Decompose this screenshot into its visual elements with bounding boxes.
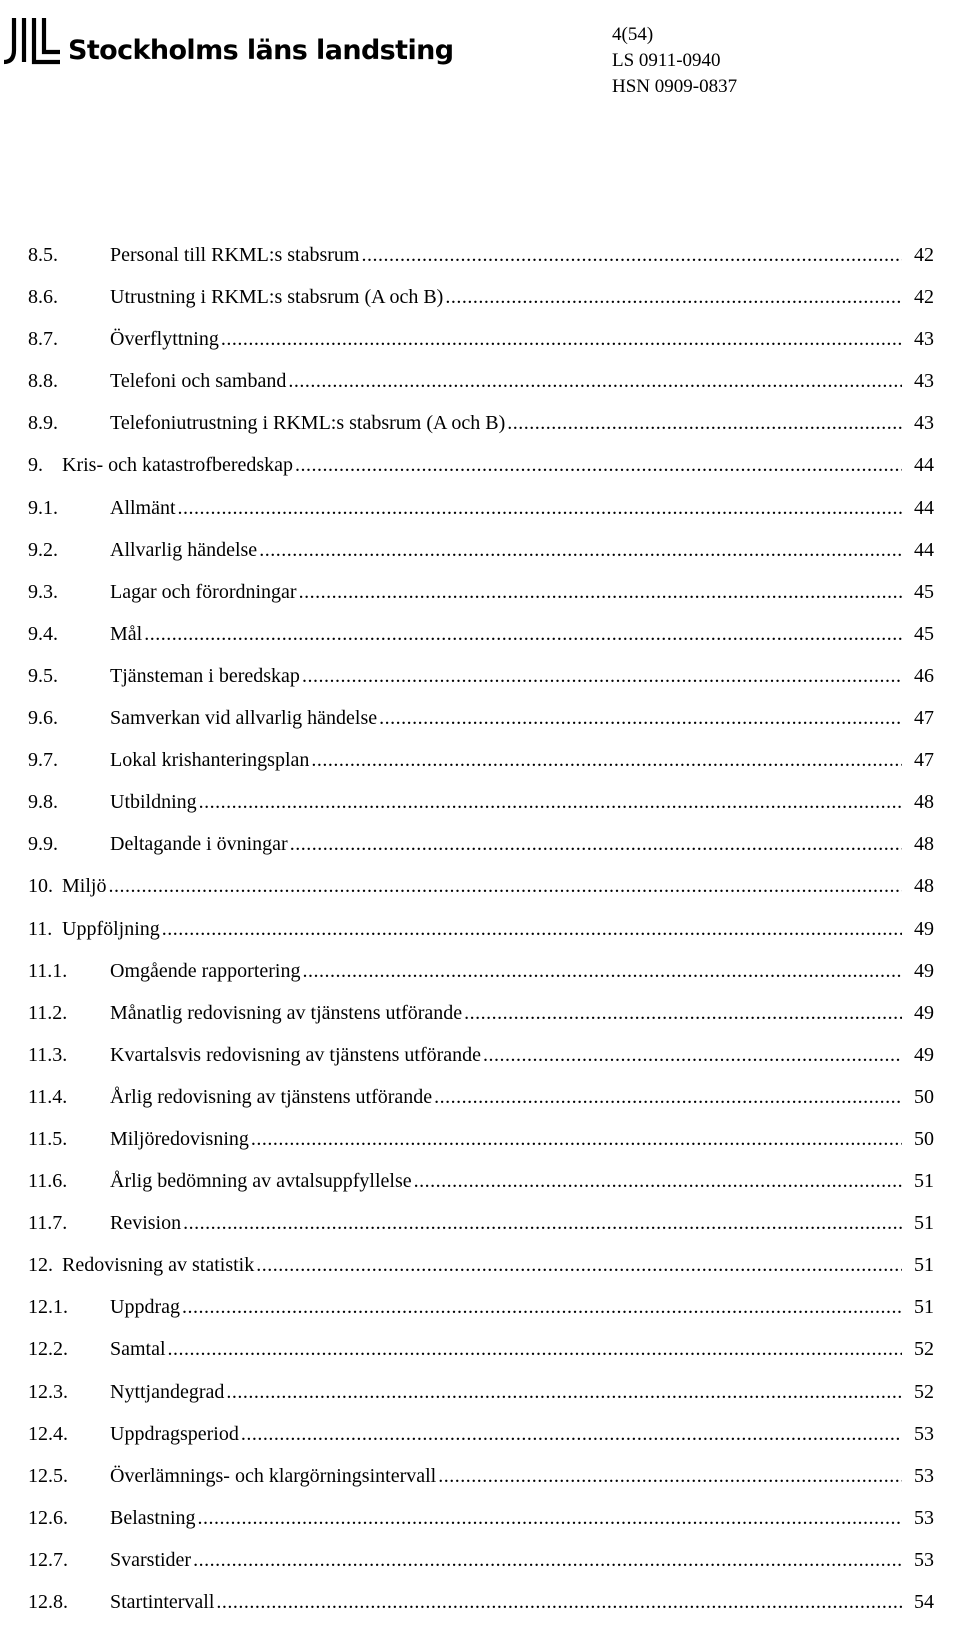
toc-dot-leader (221, 327, 902, 351)
toc-entry-title: Uppföljning (62, 917, 160, 940)
toc-entry[interactable] (28, 959, 934, 1001)
toc-entry[interactable] (28, 285, 934, 327)
toc-entry[interactable] (28, 453, 934, 495)
toc-entry[interactable] (28, 243, 934, 285)
toc-entry[interactable] (28, 1085, 934, 1127)
toc-entry[interactable] (28, 1211, 934, 1253)
toc-entry-page: 42 (914, 244, 934, 266)
toc-entry-number: 11.5. (28, 1127, 68, 1150)
toc-entry-page: 49 (914, 1043, 934, 1066)
toc-dot-leader (178, 496, 902, 520)
toc-dot-leader (464, 1001, 902, 1025)
toc-entry[interactable] (28, 1127, 934, 1169)
toc-dot-leader (199, 790, 902, 814)
toc-dot-leader (226, 1380, 902, 1404)
toc-entry-title: Mål (110, 622, 143, 645)
reference-number-hsn: HSN 0909-0837 (612, 76, 738, 97)
toc-entry-number: 8.8. (28, 370, 58, 393)
toc-entry[interactable] (28, 580, 934, 622)
toc-entry-number: 8.9. (28, 412, 58, 435)
toc-entry[interactable] (28, 1422, 934, 1464)
organization-logo (2, 14, 453, 66)
toc-dot-leader (302, 664, 902, 688)
toc-entry-title: Redovisning av statistik (62, 1254, 255, 1277)
toc-entry-number: 9.8. (28, 791, 58, 814)
toc-entry[interactable] (28, 748, 934, 790)
toc-entry[interactable] (28, 832, 934, 874)
toc-entry-number: 9.2. (28, 538, 58, 561)
toc-entry[interactable] (28, 327, 934, 369)
toc-entry-number: 12.5. (28, 1464, 68, 1487)
toc-entry-title: Uppdrag (110, 1296, 180, 1319)
toc-entry-number: 9. (28, 454, 43, 477)
toc-dot-leader (251, 1127, 902, 1151)
toc-dot-leader (379, 706, 902, 730)
toc-dot-leader (414, 1169, 902, 1193)
toc-entry-title: Revision (110, 1212, 182, 1235)
toc-entry[interactable] (28, 1464, 934, 1506)
toc-entry-page: 51 (914, 1212, 934, 1235)
toc-entry-title: Nyttjandegrad (110, 1380, 225, 1403)
toc-dot-leader (361, 243, 902, 267)
toc-entry-number: 12.6. (28, 1506, 68, 1529)
toc-dot-leader (168, 1337, 902, 1361)
toc-entry-title: Belastning (110, 1506, 196, 1529)
toc-entry-page: 52 (914, 1380, 934, 1403)
toc-entry-title: Tjänsteman i beredskap (110, 664, 300, 687)
toc-entry-title: Deltagande i övningar (110, 833, 288, 856)
toc-entry-title: Startintervall (110, 1591, 215, 1613)
toc-dot-leader (295, 453, 902, 477)
toc-entry-title: Personal till RKML:s stabsrum (110, 244, 360, 266)
toc-entry[interactable] (28, 790, 934, 832)
toc-entry-title: Allmänt (110, 496, 176, 519)
toc-entry-title: Miljöredovisning (110, 1127, 249, 1150)
toc-dot-leader (445, 285, 902, 309)
toc-entry-page: 53 (914, 1422, 934, 1445)
toc-entry-number: 8.6. (28, 286, 58, 309)
organization-name: Stockholms läns landsting (68, 35, 454, 66)
toc-entry-page: 44 (914, 454, 934, 477)
toc-dot-leader (216, 1590, 902, 1614)
toc-entry-number: 11.6. (28, 1170, 68, 1193)
toc-dot-leader (507, 411, 902, 435)
toc-entry-number: 11.2. (28, 1001, 68, 1024)
toc-entry-page: 48 (914, 791, 934, 814)
toc-entry-title: Allvarlig händelse (110, 538, 258, 561)
toc-dot-leader (241, 1422, 902, 1446)
toc-entry-number: 9.1. (28, 496, 58, 519)
toc-entry-page: 47 (914, 749, 934, 772)
toc-entry-number: 12.8. (28, 1591, 68, 1613)
toc-entry-number: 12.1. (28, 1296, 68, 1319)
toc-dot-leader (259, 538, 902, 562)
reference-number-ls: LS 0911-0940 (612, 50, 721, 71)
toc-entry-page: 45 (914, 622, 934, 645)
toc-entry-title: Telefoni och samband (110, 370, 287, 393)
toc-entry-page: 48 (914, 833, 934, 856)
toc-entry-number: 12.4. (28, 1422, 68, 1445)
toc-dot-leader (193, 1548, 902, 1572)
toc-dot-leader (183, 1211, 902, 1235)
toc-entry-page: 46 (914, 664, 934, 687)
toc-entry-title: Samtal (110, 1338, 166, 1361)
toc-entry[interactable] (28, 917, 934, 959)
toc-dot-leader (162, 917, 902, 941)
toc-entry-page: 49 (914, 1001, 934, 1024)
toc-dot-leader (483, 1043, 902, 1067)
toc-entry[interactable] (28, 1548, 934, 1590)
toc-entry-page: 49 (914, 959, 934, 982)
toc-entry-page: 53 (914, 1464, 934, 1487)
toc-entry[interactable] (28, 538, 934, 580)
toc-dot-leader (311, 748, 902, 772)
toc-entry-number: 11.7. (28, 1212, 68, 1235)
toc-entry-title: Kvartalsvis redovisning av tjänstens utförande (110, 1043, 482, 1066)
toc-entry-number: 8.5. (28, 244, 58, 266)
toc-entry-number: 9.6. (28, 707, 58, 730)
toc-entry[interactable] (28, 1001, 934, 1043)
toc-dot-leader (434, 1085, 902, 1109)
sll-logo-icon (2, 16, 62, 66)
toc-entry-page: 45 (914, 580, 934, 603)
toc-entry-page: 53 (914, 1548, 934, 1571)
toc-entry-number: 12.3. (28, 1380, 68, 1403)
toc-entry[interactable] (28, 1295, 934, 1337)
toc-entry-number: 12. (28, 1254, 53, 1277)
toc-entry-page: 51 (914, 1170, 934, 1193)
toc-dot-leader (288, 369, 902, 393)
toc-entry[interactable] (28, 369, 934, 411)
document-meta (612, 22, 737, 100)
toc-entry[interactable] (28, 1169, 934, 1211)
toc-dot-leader (198, 1506, 902, 1530)
toc-entry-title: Månatlig redovisning av tjänstens utförande (110, 1001, 463, 1024)
toc-entry-page: 50 (914, 1085, 934, 1108)
toc-entry[interactable] (28, 1380, 934, 1422)
toc-entry-page: 48 (914, 875, 934, 898)
toc-entry-title: Lokal krishanteringsplan (110, 749, 310, 772)
toc-entry-page: 43 (914, 412, 934, 435)
toc-entry-title: Kris- och katastrofberedskap (62, 454, 294, 477)
toc-entry-page: 51 (914, 1296, 934, 1319)
table-of-contents (28, 243, 934, 1632)
toc-entry[interactable] (28, 706, 934, 748)
toc-entry-title: Överlämnings- och klargörningsintervall (110, 1464, 437, 1487)
toc-entry[interactable] (28, 622, 934, 664)
toc-entry[interactable] (28, 874, 934, 916)
toc-entry-page: 52 (914, 1338, 934, 1361)
toc-entry-title: Telefoniutrustning i RKML:s stabsrum (A och B) (110, 412, 506, 435)
toc-entry-title: Årlig bedömning av avtalsuppfyllelse (110, 1170, 412, 1193)
toc-entry-title: Överflyttning (110, 328, 219, 351)
toc-entry-number: 12.2. (28, 1338, 68, 1361)
toc-entry[interactable] (28, 1337, 934, 1379)
toc-entry[interactable] (28, 1506, 934, 1548)
toc-entry[interactable] (28, 1590, 934, 1632)
toc-entry-number: 11.1. (28, 959, 68, 982)
toc-entry[interactable] (28, 664, 934, 706)
toc-entry-title: Utbildning (110, 791, 197, 814)
toc-entry-title: Samverkan vid allvarlig händelse (110, 707, 378, 730)
toc-dot-leader (438, 1464, 902, 1488)
toc-entry-page: 53 (914, 1506, 934, 1529)
toc-entry[interactable] (28, 1253, 934, 1295)
toc-entry-number: 12.7. (28, 1548, 68, 1571)
page-indicator: 4(54) (612, 24, 654, 45)
toc-entry-number: 9.4. (28, 622, 58, 645)
toc-dot-leader (256, 1253, 902, 1277)
toc-dot-leader (182, 1295, 902, 1319)
toc-entry-title: Omgående rapportering (110, 959, 301, 982)
toc-entry-page: 43 (914, 328, 934, 351)
toc-entry-title: Lagar och förordningar (110, 580, 297, 603)
toc-entry-page: 51 (914, 1254, 934, 1277)
toc-entry-number: 11.3. (28, 1043, 68, 1066)
toc-entry-page: 44 (914, 538, 934, 561)
toc-entry-title: Årlig redovisning av tjänstens utförande (110, 1085, 433, 1108)
toc-dot-leader (299, 580, 902, 604)
page-header (0, 0, 960, 120)
toc-entry-title: Uppdragsperiod (110, 1422, 239, 1445)
toc-entry-number: 10. (28, 875, 53, 898)
toc-entry-number: 8.7. (28, 328, 58, 351)
toc-entry-number: 9.3. (28, 580, 58, 603)
toc-entry-page: 42 (914, 286, 934, 309)
toc-dot-leader (302, 959, 902, 983)
toc-entry-page: 44 (914, 496, 934, 519)
toc-entry-number: 11.4. (28, 1085, 68, 1108)
toc-entry[interactable] (28, 1043, 934, 1085)
toc-entry-number: 11. (28, 917, 53, 940)
toc-entry[interactable] (28, 411, 934, 453)
toc-entry-number: 9.9. (28, 833, 58, 856)
toc-entry-title: Svarstider (110, 1548, 192, 1571)
toc-dot-leader (108, 874, 902, 898)
toc-entry-page: 43 (914, 370, 934, 393)
toc-entry-page: 50 (914, 1127, 934, 1150)
toc-entry-page: 49 (914, 917, 934, 940)
toc-entry-number: 9.7. (28, 749, 58, 772)
toc-dot-leader (144, 622, 902, 646)
toc-entry-title: Utrustning i RKML:s stabsrum (A och B) (110, 286, 444, 309)
toc-entry-page: 47 (914, 707, 934, 730)
toc-entry-title: Miljö (62, 875, 107, 898)
toc-entry-number: 9.5. (28, 664, 58, 687)
toc-entry[interactable] (28, 496, 934, 538)
toc-dot-leader (290, 832, 902, 856)
toc-entry-page: 54 (914, 1591, 934, 1613)
